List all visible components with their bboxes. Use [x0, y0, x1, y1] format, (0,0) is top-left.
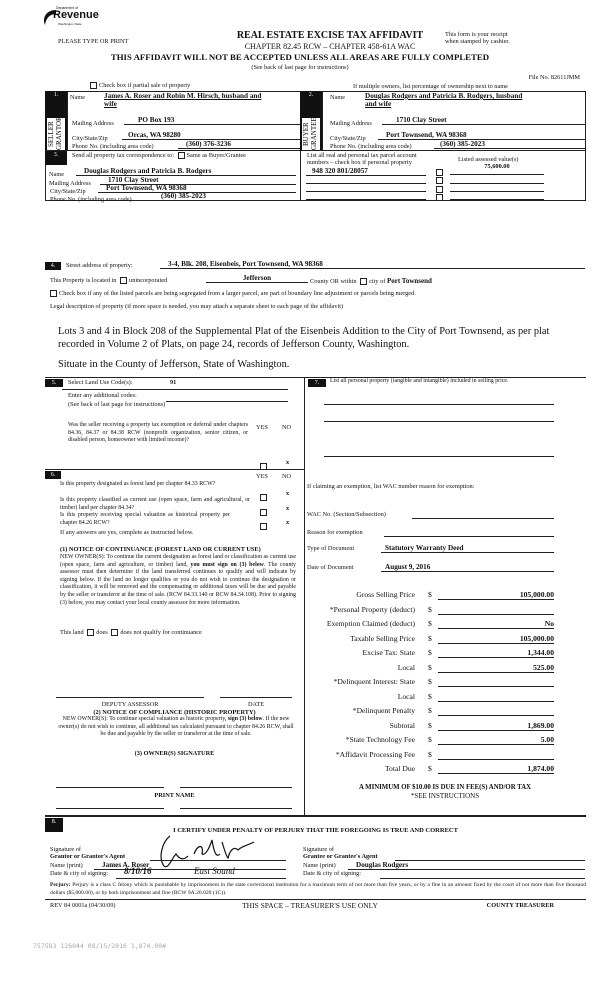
grantee-name: Douglas Rodgers	[356, 861, 409, 869]
document-type[interactable]: Statutory Warranty Deed	[381, 544, 554, 553]
please-type: PLEASE TYPE OR PRINT	[58, 38, 129, 45]
section-3-label: 3.	[45, 151, 67, 165]
partial-sale-checkbox[interactable]: Check box if partial sale of property	[88, 82, 190, 89]
tax-row-label: Exemption Claimed (deduct)	[326, 619, 415, 628]
currency-sign: $	[428, 720, 432, 730]
tax-row	[305, 603, 565, 618]
tax-row-value[interactable]: 1,874.00	[438, 764, 554, 774]
currency-sign: $	[428, 648, 432, 657]
buyer-grantee-label: BUYER GRANTEE	[302, 117, 318, 150]
currency-sign: $	[428, 604, 432, 614]
parcels-label: List all real and personal tax parcel account numbers – check box if personal property	[307, 152, 417, 166]
notice-compliance-text: NEW OWNER(S): To continue special valuation as historic property, sign (3) below. If the new owner(s) do not wish to continue, all additional tax calculated pursuant to chapter 84.26 RCW, shall be due and payable by the seller or transferor at the time of sale.	[58, 716, 294, 738]
segregated-checkbox[interactable]: Check box if any of the listed parcels are being segregated from a larger parcel, are part of boundary line adjustment or parcels being merged.	[48, 290, 416, 297]
tax-row-label: Subtotal	[389, 720, 415, 730]
multiple-owners-note: If multiple owners, list percentage of ownership next to name	[353, 83, 508, 90]
tax-row-value[interactable]: 105,000.00	[438, 590, 554, 600]
city-checkbox[interactable]	[360, 278, 367, 285]
tax-row	[305, 632, 565, 647]
tax-row	[305, 646, 565, 661]
grantor-signature	[150, 832, 270, 870]
wac-field[interactable]	[412, 518, 554, 519]
buyer-phone[interactable]: (360) 385-2023	[434, 140, 586, 149]
section-8-label: 8.	[45, 818, 63, 832]
seller-phone[interactable]: (360) 376-3236	[178, 140, 300, 149]
buyer-city[interactable]: Port Townsend, WA 98368	[378, 131, 586, 140]
section-5-label: 5.	[45, 379, 63, 387]
land-use-code: 91	[170, 379, 177, 386]
currency-sign: $	[428, 691, 432, 701]
county[interactable]: Jefferson	[206, 274, 308, 283]
tax-row	[305, 733, 565, 748]
corr-phone[interactable]: (360) 385-2023	[155, 192, 296, 201]
tax-row-value[interactable]	[438, 677, 554, 687]
exemption-question: Was the seller receiving a property tax exemption or deferral under chapters 84.36, 84.37 or 84.38 RCW (nonprofit organization, senior citizen, or disabled person, homeowner with limited income)?	[68, 422, 248, 444]
currency-sign: $	[428, 749, 432, 759]
treasurer-use: THIS SPACE – TREASURER'S USE ONLY	[242, 901, 378, 910]
grantor-date: 8/10/16	[124, 866, 152, 876]
legal-description: Lots 3 and 4 in Block 208 of the Supplemental Plat of the Eisenbeis Addition to the City of Port Townsend, as per plat recorded in Volume 2 of Plats, on page 24, records of Jefferson County, Washington.	[58, 326, 550, 350]
tax-row-value[interactable]	[438, 605, 554, 615]
currency-sign: $	[428, 677, 432, 686]
tax-row-value[interactable]	[438, 706, 554, 716]
seller-city[interactable]: Orcas, WA 98280	[122, 131, 300, 140]
tax-row	[305, 762, 565, 777]
section-1-label: 1.	[45, 91, 67, 150]
tax-row-label: Excise Tax: State	[362, 648, 415, 657]
tax-row-label: Gross Selling Price	[356, 590, 415, 599]
currency-sign: $	[428, 619, 432, 628]
tax-row-value[interactable]: 1,344.00	[438, 648, 554, 658]
tax-row	[305, 617, 565, 632]
grantor-city: East Sound	[194, 866, 235, 876]
unincorporated-checkbox[interactable]	[120, 277, 127, 284]
tax-row	[305, 661, 565, 676]
personal-property-checkboxes[interactable]	[434, 168, 445, 202]
tax-row-label: Total Due	[384, 764, 415, 773]
tax-row-value[interactable]: 525.00	[438, 663, 554, 673]
tax-row-value[interactable]: 5.00	[438, 735, 554, 745]
rev-number: REV 84 0001a (04/30/09)	[50, 902, 116, 909]
property-street[interactable]: 3-4, Blk. 208, Eisenbeis, Port Townsend, WA 98368	[160, 260, 585, 269]
currency-sign: $	[428, 590, 432, 599]
form-title: REAL ESTATE EXCISE TAX AFFIDAVIT	[236, 30, 424, 41]
tax-row-label: Local	[397, 691, 415, 701]
tax-row	[305, 588, 565, 603]
tax-row-label: Local	[397, 662, 415, 672]
tax-row-label: *Personal Property (deduct)	[329, 604, 415, 614]
section-4-label: 4.	[45, 262, 61, 270]
see-instructions: *SEE INSTRUCTIONS	[410, 792, 480, 800]
notice-continuance-title: (1) NOTICE OF CONTINUANCE (FOREST LAND OR CURRENT USE)	[60, 546, 261, 553]
buyer-mailing-address[interactable]: 1710 Clay Street	[382, 116, 586, 125]
tax-row	[305, 690, 565, 705]
seller-name[interactable]: James A. Roser and Robin M. Hirsch, husband and wife	[104, 92, 262, 108]
certify-statement: I CERTIFY UNDER PENALTY OF PERJURY THAT THE FOREGOING IS TRUE AND CORRECT	[173, 827, 458, 834]
warning: THIS AFFIDAVIT WILL NOT BE ACCEPTED UNLESS ALL AREAS ARE FULLY COMPLETED	[110, 52, 490, 62]
tax-row-value[interactable]	[438, 750, 554, 760]
currency-sign: $	[428, 633, 432, 643]
tax-row-label: *State Technology Fee	[345, 735, 415, 744]
tax-row	[305, 704, 565, 719]
tax-row-label: Taxable Selling Price	[350, 633, 415, 643]
owner-signature-label: (3) OWNER(S) SIGNATURE	[134, 750, 215, 757]
perjury-notice: Perjury: Perjury is a class C felony which is punishable by imprisonment in the state correctional institution for a maximum term of not more than five years, or by a fine in an amount fixed by the court of not more than five thousand dollars ($5,000.00), or by both imprisonment and fine (RCW 9A.20.020 (1C)).	[50, 882, 586, 896]
tax-row	[305, 719, 565, 734]
corr-mailing[interactable]: 1710 Clay Street	[100, 176, 296, 185]
receipt-note: This form is your receipt when stamped by cashier.	[445, 31, 510, 45]
buyer-name[interactable]: Douglas Rodgers and Patricia B. Rodgers, husband and wife	[365, 92, 523, 108]
county-treasurer: COUNTY TREASURER	[486, 902, 554, 909]
tax-row-value[interactable]: 105,000.00	[438, 634, 554, 644]
location-line: This Property is located in unincorporated	[50, 277, 168, 284]
assessed-value: 75,600.00	[484, 163, 510, 170]
currency-sign: $	[428, 662, 432, 672]
section-2-label: 2.	[300, 91, 322, 150]
exemption-no-answer: x	[286, 459, 290, 466]
see-back: (See back of last page for instructions)	[251, 64, 349, 71]
file-no: File No. 82611JMM	[528, 74, 580, 81]
currency-sign: $	[428, 706, 432, 715]
tax-row-label: *Delinquent Penalty	[352, 706, 415, 715]
tax-row	[305, 675, 565, 690]
tax-row-label: *Delinquent Interest: State	[333, 677, 415, 686]
corr-name[interactable]: Douglas Rodgers and Patricia B. Rodgers	[76, 167, 296, 176]
seller-grantor-label: SELLER GRANTOR	[47, 116, 63, 150]
section-6-label: 6.	[45, 471, 61, 479]
document-date[interactable]: August 9, 2016	[381, 563, 554, 572]
grantee-signature-line[interactable]	[395, 860, 585, 861]
section-7-label: 7.	[308, 379, 326, 387]
cashier-stamp: 757583 126044 08/15/2016 1,874.00#	[33, 942, 167, 950]
reason-field[interactable]	[384, 536, 554, 537]
correspondence-label: Send all property tax correspondence to: Same as Buyer/Grantee	[72, 152, 246, 159]
tax-row	[305, 748, 565, 763]
tax-row-value[interactable]: No	[438, 619, 554, 629]
currency-sign: $	[428, 764, 432, 773]
does-not-checkbox[interactable]	[111, 629, 118, 636]
revenue-logo: Department of Revenue Washington State	[42, 6, 102, 30]
form-chapter: CHAPTER 82.45 RCW – CHAPTER 458-61A WAC	[244, 42, 416, 51]
grantor-name: James A. Roser	[102, 861, 150, 869]
situate: Situate in the County of Jefferson, State of Washington.	[58, 359, 290, 370]
tax-row-value[interactable]	[438, 692, 554, 702]
notice-continuance-text: NEW OWNER(S): To continue the current designation as forest land or classification as current use (open space, farm and agriculture, or timber) land, you must sign on (3) below. The county assessor must then determine if the land transferred continues to qualify and will indicate by signing below. If the land no longer qualifies or you do not wish to continue the designation or classification, it will be removed and the compensating or additional taxes will be due and payable by the seller or transferor at the time of sale. (RCW 84.33.140 or RCW 84.34.108). Prior to signing (3) below, you may contact your local county assessor for more information.	[60, 554, 297, 606]
tax-row-value[interactable]: 1,869.00	[438, 721, 554, 731]
minimum-due: A MINIMUM OF $10.00 IS DUE IN FEE(S) AND/OR TAX	[358, 784, 532, 791]
notice-compliance-title: (2) NOTICE OF COMPLIANCE (HISTORIC PROPERTY)	[93, 709, 256, 716]
currency-sign: $	[428, 735, 432, 744]
does-checkbox[interactable]	[87, 629, 94, 636]
corr-city[interactable]: Port Townsend, WA 98368	[98, 184, 296, 193]
tax-calculation	[305, 588, 565, 777]
same-as-buyer-checkbox[interactable]	[178, 152, 185, 159]
parcel-number[interactable]: 948 320 801/28057	[306, 167, 426, 176]
historic-yes-checkbox[interactable]	[258, 517, 269, 535]
tax-row-label: *Affidavit Processing Fee	[335, 749, 415, 759]
grantee-date-city-field[interactable]	[380, 878, 585, 879]
seller-mailing-address[interactable]: PO Box 193	[124, 116, 300, 125]
